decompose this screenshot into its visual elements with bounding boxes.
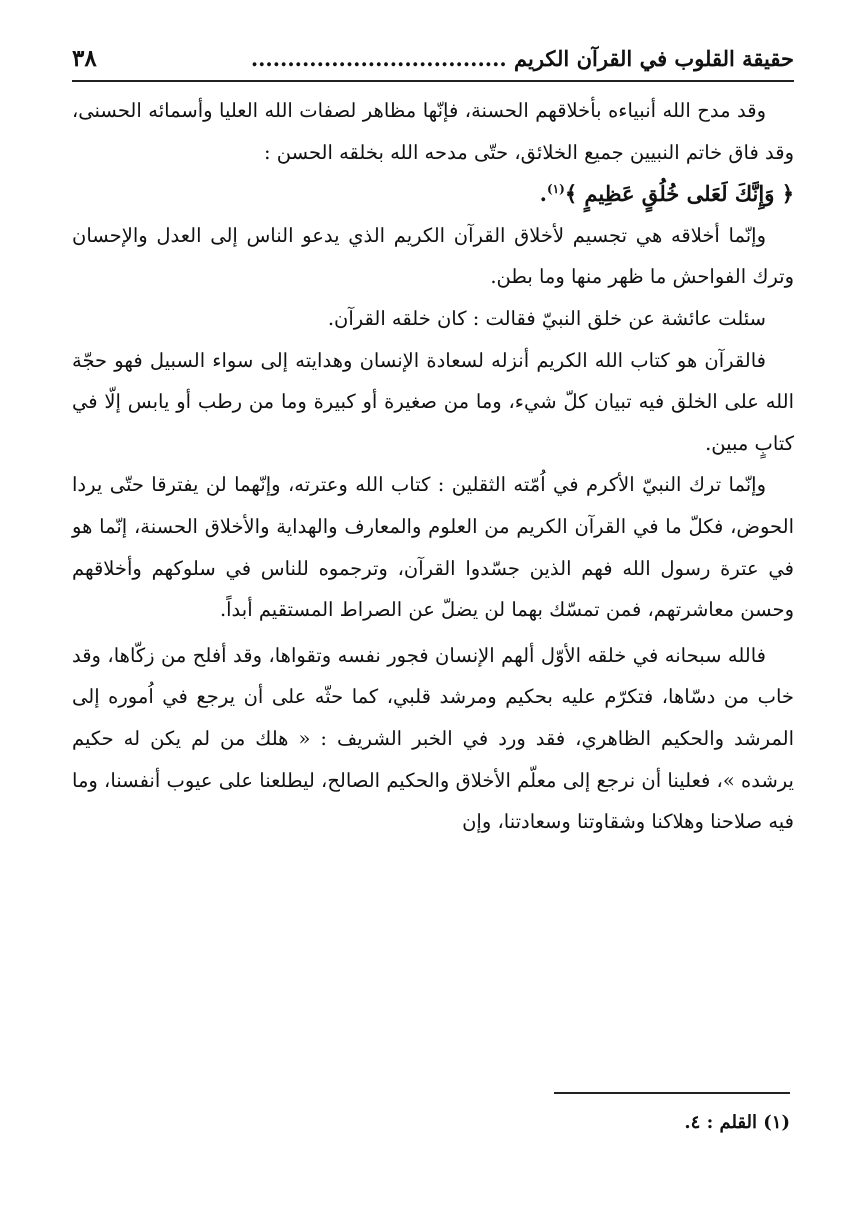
footnote-1: (١) القلم : ٤. — [684, 1112, 790, 1133]
paragraph-6: فالله سبحانه في خلقه الأوّل ألهم الإنسان فجور نفسه وتقواها، وقد أفلح من زكّاها، وقد خاب من دسّاها، فتكرّم عليه بحكيم ومرشد قلبي، كما حثّه على أن يرجع في اُموره إلى المرشد والحكيم الظاهري، فقد ورد في الخبر الشريف : « هلك من لم يكن له حكيم يرشده »، فعلينا أن نرجع إلى معلّم الأخلاق والحكيم الصالح، ليطلعنا على عيوب أنفسنا، وما فيه صلاحنا وهلاكنا وشقاوتنا وسعادتنا، وإن — [72, 643, 794, 834]
verse-text: ﴿ وَإِنَّكَ لَعَلى خُلُقٍ عَظِيمٍ ﴾ — [564, 181, 794, 207]
running-header — [72, 38, 794, 78]
footnote-rule — [554, 1092, 790, 1094]
page-number: ٣٨ — [72, 44, 97, 72]
header-title-text: حقيقة القلوب في القرآن الكريم — [514, 45, 794, 71]
paragraph-5: وإنّما ترك النبيّ الأكرم في اُمّته الثقلين : كتاب الله وعترته، وإنّهما لن يفترقا حتّى يردا الحوض، فكلّ ما في القرآن الكريم من العلوم والمعارف والهداية والأخلاق الحسنة، إنّما هو في عترة رسول الله فهم الذين جسّدوا القرآن، وترجموه للناس في سلوكهم وأخلاقهم وحسن معاشرتهم، فمن تمسّك بهما لن يضلّ عن الصراط المستقيم أبداً. — [72, 473, 794, 622]
paragraph-2: وإنّما أخلاقه هي تجسيم لأخلاق القرآن الكريم الذي يدعو الناس إلى العدل والإحسان وترك الفواحش ما ظهر منها وما بطن. — [72, 223, 794, 289]
verse-end-punctuation: . — [539, 181, 547, 207]
body-text — [72, 90, 794, 843]
quran-verse — [72, 173, 794, 215]
paragraph-4: فالقرآن هو كتاب الله الكريم أنزله لسعادة الإنسان وهدايته إلى سواء السبيل فهو حجّة الله على الخلق فيه تبيان كلّ شيء، وما من صغيرة أو كبيرة وما من رطب أو يابس إلّا في كتابٍ مبين. — [72, 348, 794, 455]
header-leader-dots: ................................... — [250, 45, 507, 71]
header-rule — [72, 80, 794, 82]
book-title — [243, 46, 794, 71]
paragraph-1: وقد مدح الله أنبياءه بأخلاقهم الحسنة، فإنّها مظاهر لصفات الله العليا وأسمائه الحسنى، وقد فاق خاتم النبيين جميع الخلائق، حتّى مدحه الله بخلقه الحسن : — [72, 99, 794, 164]
footnote-reference: (١) — [546, 182, 565, 197]
paragraph-3: سئلت عائشة عن خلق النبيّ فقالت : كان خلقه القرآن. — [327, 306, 766, 330]
